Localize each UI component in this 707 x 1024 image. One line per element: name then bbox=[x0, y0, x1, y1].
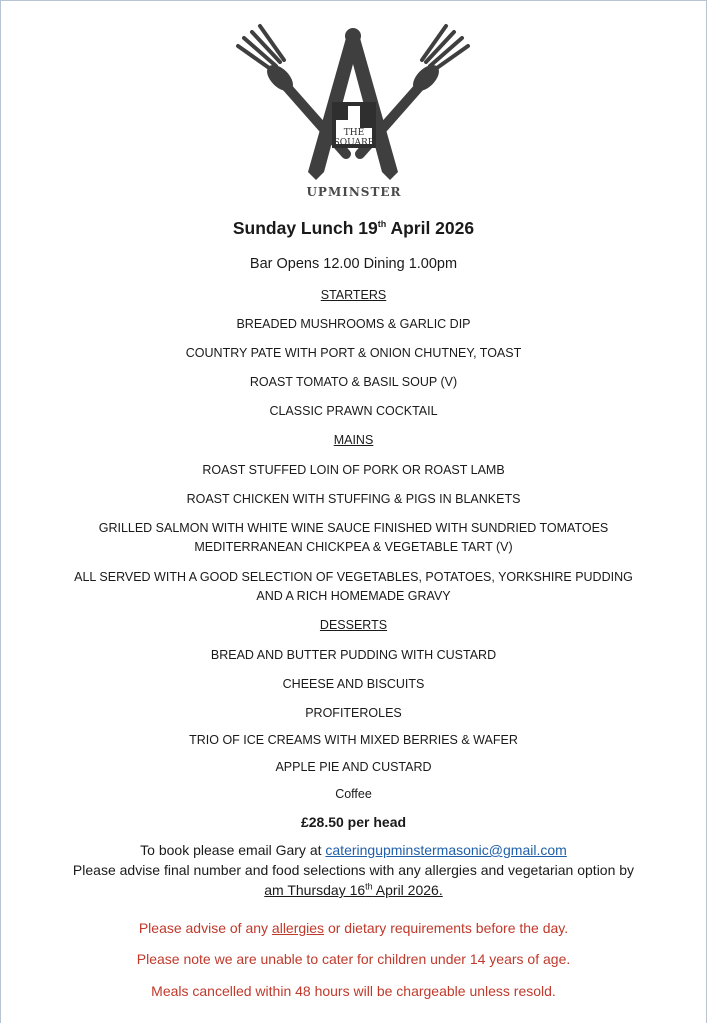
starter-item: COUNTRY PATE WITH PORT & ONION CHUTNEY, TOAST bbox=[185, 346, 522, 360]
desserts-heading: DESSERTS bbox=[319, 618, 388, 632]
left-fork-icon bbox=[238, 26, 346, 154]
emblem-text-1: THE bbox=[343, 128, 365, 138]
event-times: Bar Opens 12.00 Dining 1.00pm bbox=[249, 256, 458, 272]
allergy-notice: Please advise of any allergies or dietary requirements before the day. bbox=[138, 920, 569, 936]
emblem-text-2: SQUARE bbox=[333, 138, 375, 148]
dessert-item: PROFITEROLES bbox=[305, 706, 402, 720]
price: £28.50 per head bbox=[300, 814, 407, 830]
mains-heading: MAINS bbox=[333, 433, 374, 447]
main-item: ROAST CHICKEN WITH STUFFING & PIGS IN BLANKETS bbox=[186, 492, 521, 506]
main-item: GRILLED SALMON WITH WHITE WINE SAUCE FINISHED WITH SUNDRIED TOMATOES bbox=[98, 521, 609, 535]
children-notice: Please note we are unable to cater for children under 14 years of age. bbox=[136, 951, 571, 967]
main-item: ROAST STUFFED LOIN OF PORK OR ROAST LAMB bbox=[202, 463, 505, 477]
booking-line: To book please email Gary at cateringupminstermasonic@gmail.com bbox=[140, 842, 567, 858]
coffee-line: Coffee bbox=[335, 787, 372, 801]
starters-heading: STARTERS bbox=[320, 288, 387, 302]
event-title: Sunday Lunch 19th April 2026 bbox=[232, 218, 475, 238]
logo-wordmark: UPMINSTER bbox=[306, 185, 402, 199]
dessert-item: APPLE PIE AND CUSTARD bbox=[275, 760, 432, 774]
starter-item: CLASSIC PRAWN COCKTAIL bbox=[269, 404, 438, 418]
main-item: MEDITERRANEAN CHICKPEA & VEGETABLE TART (V) bbox=[194, 540, 513, 554]
starter-item: BREADED MUSHROOMS & GARLIC DIP bbox=[236, 317, 471, 331]
right-fork-icon bbox=[360, 26, 468, 154]
dessert-item: BREAD AND BUTTER PUDDING WITH CUSTARD bbox=[210, 648, 497, 662]
mains-served-line-1: ALL SERVED WITH A GOOD SELECTION OF VEGETABLES, POTATOES, YORKSHIRE PUDDING bbox=[74, 570, 633, 584]
booking-advise-line: Please advise final number and food selections with any allergies and vegetarian option by bbox=[72, 862, 635, 878]
dessert-item: TRIO OF ICE CREAMS WITH MIXED BERRIES & WAFER bbox=[189, 733, 518, 747]
booking-email-link[interactable]: cateringupminstermasonic@gmail.com bbox=[325, 842, 567, 858]
logo bbox=[228, 22, 478, 202]
cancellation-notice: Meals cancelled within 48 hours will be chargeable unless resold. bbox=[151, 983, 556, 999]
booking-deadline: am Thursday 16th April 2026. bbox=[264, 881, 443, 898]
dessert-item: CHEESE AND BISCUITS bbox=[282, 677, 425, 691]
starter-item: ROAST TOMATO & BASIL SOUP (V) bbox=[249, 375, 458, 389]
mains-served-line-2: AND A RICH HOMEMADE GRAVY bbox=[256, 589, 451, 603]
